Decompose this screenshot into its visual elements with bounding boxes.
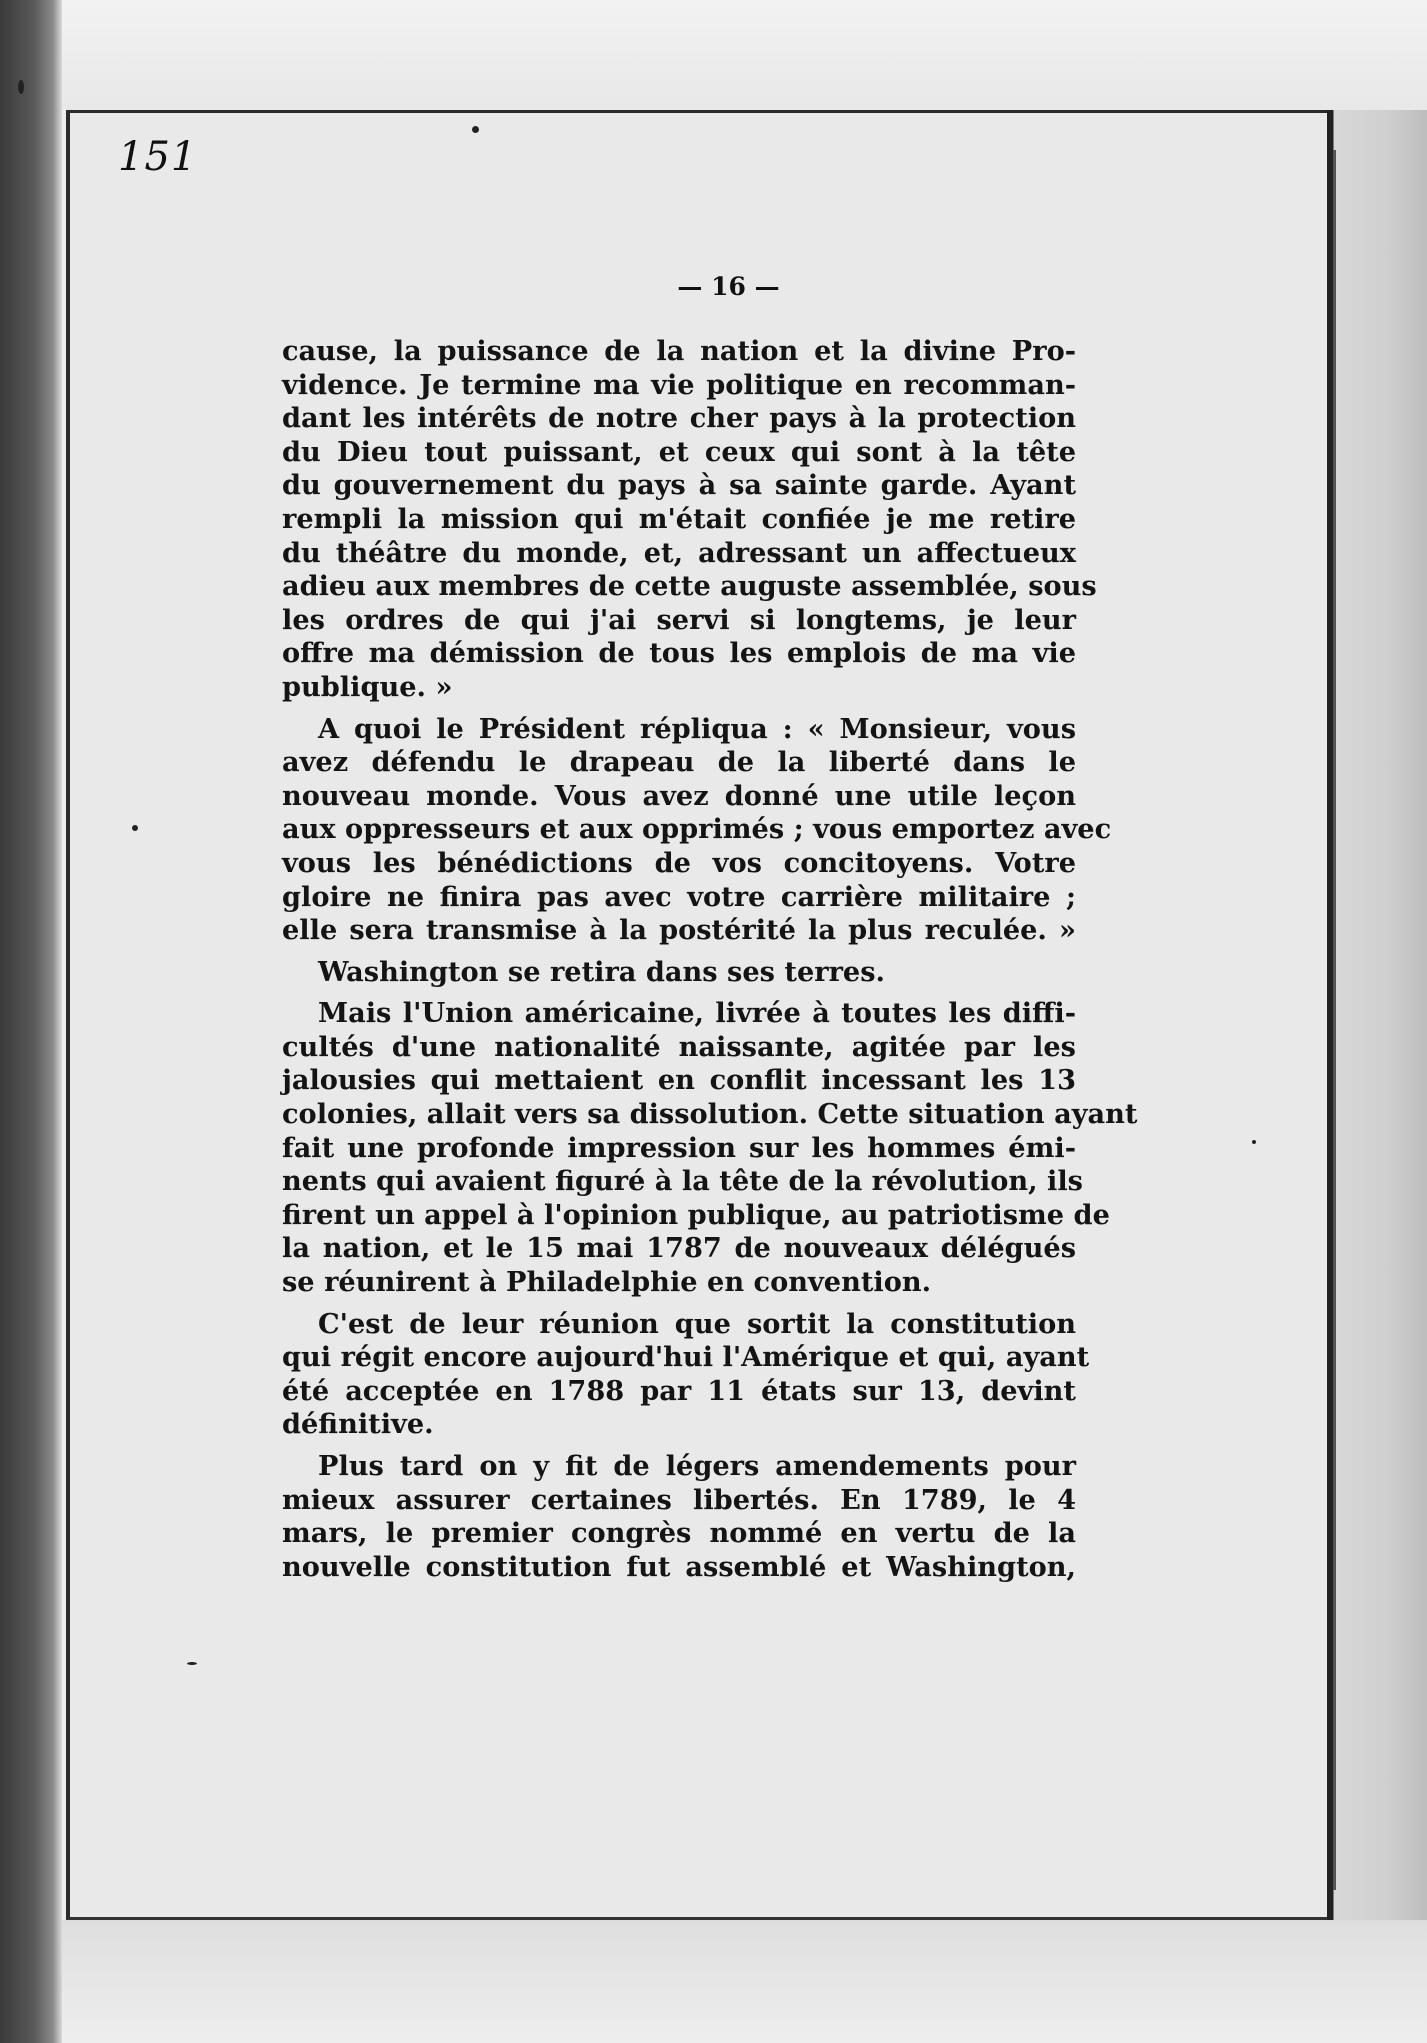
text-line: les ordres de qui j'ai servi si longtems, je leur — [282, 603, 1076, 636]
text-line: aux oppresseurs et aux opprimés ; vous emportez avec — [282, 813, 1112, 846]
text-line: Washington se retira dans ses terres. — [318, 955, 885, 988]
paragraph-1 — [282, 335, 1097, 705]
text-line: C'est de leur réunion que sortit la constitution — [318, 1307, 1076, 1340]
scan-top-margin — [62, 0, 1427, 110]
text-line: vous les bénédictions de vos concitoyens. Votre — [282, 846, 1076, 879]
text-line: qui régit encore aujourd'hui l'Amérique et qui, ayant — [282, 1341, 1090, 1374]
text-line: avez défendu le drapeau de la liberté dans le — [282, 746, 1076, 779]
next-page-edge — [1327, 110, 1427, 1920]
page-number: — 16 — — [677, 272, 780, 301]
text-line: A quoi le Président répliqua : « Monsieur, vous — [318, 712, 1076, 745]
paragraph-6 — [282, 1450, 1076, 1584]
text-line: nouveau monde. Vous avez donné une utile leçon — [282, 779, 1076, 812]
scan-speck — [1252, 1140, 1256, 1144]
text-line: dant les intérêts de notre cher pays à la protection — [282, 402, 1076, 435]
text-line: mars, le premier congrès nommé en vertu de la — [282, 1517, 1076, 1550]
text-line: nouvelle constitution fut assemblé et Washington, — [282, 1550, 1076, 1583]
paragraph-5 — [282, 1307, 1090, 1442]
scan-speck — [132, 825, 138, 831]
text-line: Mais l'Union américaine, livrée à toutes les diffi- — [318, 997, 1076, 1030]
text-line: offre ma démission de tous les emplois de ma vie — [282, 637, 1076, 670]
paragraph-2 — [282, 712, 1112, 948]
text-line: publique. » — [282, 670, 453, 703]
scan-speck — [18, 80, 24, 94]
text-line: adieu aux membres de cette auguste assemblée, sous — [282, 570, 1097, 603]
text-line: mieux assurer certaines libertés. En 1789, le 4 — [282, 1483, 1076, 1516]
handwritten-folio-number: 151 — [118, 134, 198, 180]
body-text — [282, 335, 1138, 1592]
text-line: nents qui avaient figuré à la tête de la révolution, ils — [282, 1165, 1083, 1198]
text-line: définitive. — [282, 1408, 434, 1441]
paragraph-4 — [282, 997, 1138, 1299]
text-line: gloire ne finira pas avec votre carrière militaire ; — [282, 880, 1076, 913]
text-line: cultés d'une nationalité naissante, agitée par les — [282, 1030, 1076, 1063]
text-line: firent un appel à l'opinion publique, au patriotisme de — [282, 1198, 1110, 1231]
text-line: été acceptée en 1788 par 11 états sur 13, devint — [282, 1374, 1076, 1407]
paragraph-3 — [282, 956, 1076, 990]
text-line: elle sera transmise à la postérité la plus reculée. » — [282, 914, 1076, 947]
binding-shadow — [0, 0, 62, 2043]
text-line: jalousies qui mettaient en conflit incessant les 13 — [282, 1064, 1076, 1097]
text-line: du gouvernement du pays à sa sainte garde. Ayant — [282, 469, 1076, 502]
text-line: Plus tard on y fit de légers amendements pour — [318, 1450, 1076, 1482]
text-line: du théâtre du monde, et, adressant un affectueux — [282, 536, 1076, 569]
page-fold-line — [1333, 150, 1336, 1890]
scan-speck — [187, 1662, 197, 1665]
text-line: vidence. Je termine ma vie politique en recomman- — [282, 368, 1076, 401]
text-line: se réunirent à Philadelphie en convention. — [282, 1266, 932, 1299]
text-line: du Dieu tout puissant, et ceux qui sont à la tête — [282, 435, 1076, 468]
text-line: la nation, et le 15 mai 1787 de nouveaux délégués — [282, 1232, 1076, 1265]
scan-speck — [472, 126, 479, 133]
text-line: cause, la puissance de la nation et la divine Pro- — [282, 335, 1076, 367]
text-line: fait une profonde impression sur les hommes émi- — [282, 1131, 1076, 1164]
scan-bottom-margin — [62, 1920, 1427, 2043]
text-line: rempli la mission qui m'était confiée je me retire — [282, 502, 1076, 535]
text-line: colonies, allait vers sa dissolution. Cette situation ayant — [282, 1098, 1138, 1131]
